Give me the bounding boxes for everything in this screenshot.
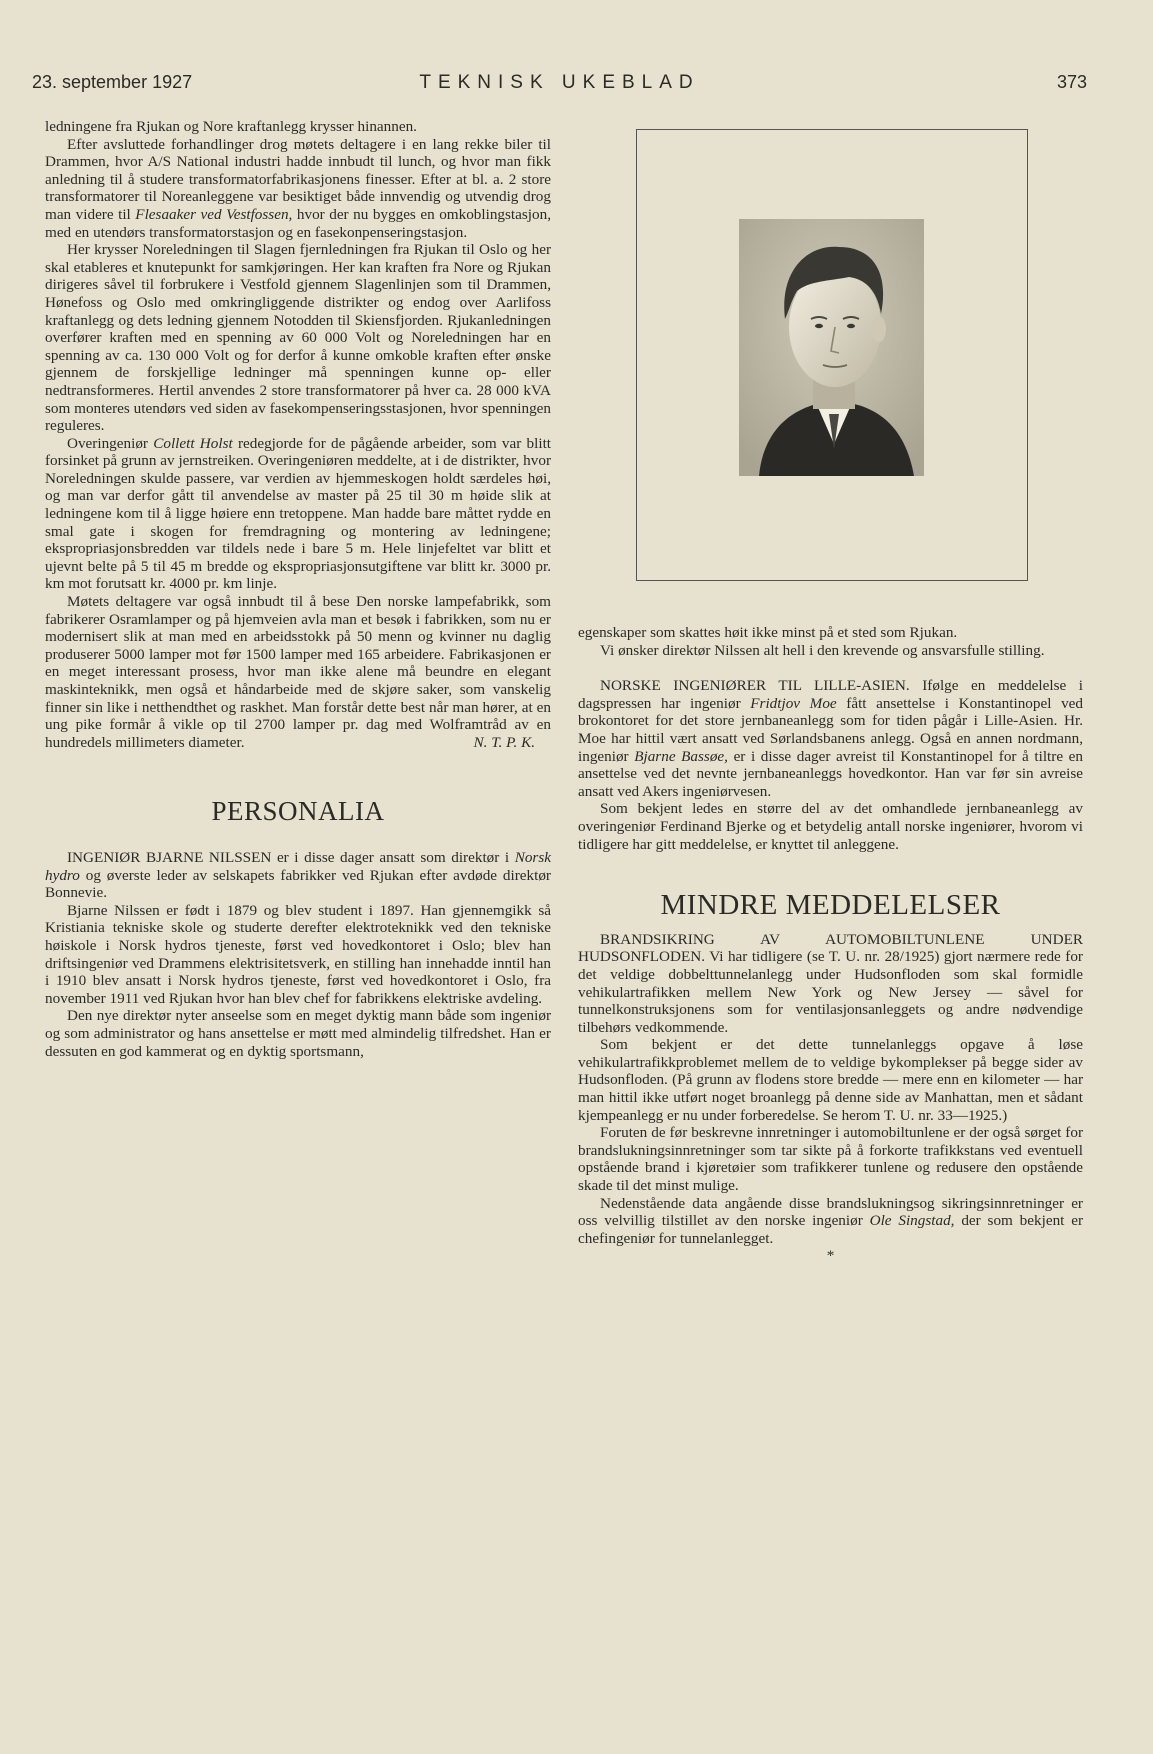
signature: N. T. P. K. — [473, 733, 535, 751]
paragraph: Som bekjent er det dette tunnelanleggs opgave å løse vehikulartrafikkproblemet mellem de to veldige bykomplekser på begge sider av Hudsonfloden. (På grunn av flodens store bredde — mere enn en kilometer — har man hittil ikke utført noget broanlegg på denne side av Manhattan, men et sådant kjempeanlegg er nu under forberedelse. Se herom T. U. nr. 33—1925.) — [578, 1036, 1083, 1124]
page-header — [32, 72, 1087, 100]
paragraph: Efter avsluttede forhandlinger drog møtets deltagere i en lang rekke biler til Drammen, hvor A/S National industri hadde innbudt til lunch, og hvor man fikk anledning til å studere transformatorfabrikasjonens finesser. Efter at bl. a. 2 store transformatorer til Noreanleggene var besiktiget både innvendig og utvendig drog man videre til Flesaaker ved Vestfossen, hvor der nu bygges en omkoblingstasjon, med en utendørs transformatorstasjon og en fasekonpenseringstasjon. — [45, 135, 551, 241]
person-name: Ole Singstad, — [869, 1212, 955, 1230]
paragraph: Møtets deltagere var også innbudt til å bese Den norske lampefabrikk, som fabrikerer Osramlamper og på hjemveien avla man et besøk i fabrikken, som nu er modernisert slik at man med en arbeidsstokk på 50 menn og kvinner nu daglig produserer 5000 lamper mot før 1500 lamper med 165 arbeidere. Fabrikasjonen er en meget interessant prosess, hvor man ikke alene må beundre en elegant maskinteknikk, men også et håndarbeide med de skjøre saker, som vanskelig finner sin like i netthendthet og raskhet. Man forstår dette best når man hører, at en ung pike formår å vikle op til 2700 lamper pr. dag med Wolframtråd av en hundredels millimeters diameter. — [45, 593, 551, 751]
place-name: Flesaaker ved Vestfossen, — [135, 205, 293, 223]
issue-date: 23. september 1927 — [32, 72, 193, 92]
paragraph: Nedenstående data angående disse brandslukningsog sikringsinnretninger er oss velvillig tilstillet av den norske ingeniør Ole Singstad, der som bekjent er chefingeniør for tunnelanlegget. — [578, 1194, 1084, 1247]
paragraph: INGENIØR BJARNE NILSSEN er i disse dager ansatt som direktør i Norsk hydro og øverste leder av selskapets fabrikker ved Rjukan efter avdøde direktør Bonnevie. — [45, 848, 551, 902]
person-name: Bjarne Bassøe, — [634, 747, 728, 765]
photo-frame — [636, 129, 1028, 581]
portrait-icon — [739, 219, 924, 476]
paragraph: egenskaper som skattes høit ikke minst på et sted som Rjukan. — [578, 624, 958, 641]
paragraph: NORSKE INGENIØRER TIL LILLE-ASIEN. Ifølge en meddelelse i dagspressen har ingeniør Fridtjov Moe fått ansettelse i Konstantinopel ved brokontoret for det store jernbaneanlegg som for tiden pågår i Lille-Asien. Hr. Moe har hittil vært ansatt ved Sørlandsbanens anlegg. Også en annen nordmann, ingeniør Bjarne Bassøe, er i disse dager avreist til Konstantinopel for å tiltre en ansettelse ved det nevnte jernbaneanleggs hovedkontor. Han var før sin avreise ansatt ved Akers ingeniørvesen. — [578, 677, 1083, 800]
page-number: 373 — [1056, 72, 1087, 92]
paragraph: Vi ønsker direktør Nilssen alt hell i den krevende og ansvarsfulle stilling. — [600, 641, 1045, 659]
paragraph: Overingeniør Collett Holst redegjorde for de pågående arbeider, som var blitt forsinket på grunn av jernstreiken. Overingeniøren meddelte, at i de distrikter, hvor Noreledningen skulde passere, var verdien av hjemmeskogen holdt særdeles høi, og man var derfor gått til anvendelse av master på 25 til 30 m høide slik at ledningene kom til å ligge høiere enn tretoppene. Man hadde bare måttet rydde en smal gate i skogen for fremdragning og montering av ledningene; ekspropriasjonsbredden var tildels nede i bare 5 m. Hele linjefeltet var blitt et ujevnt belte på 5 til 45 m bredde og ekspropriasjonsutgiftene var blitt kr. 3000 pr. km mot forutsatt kr. 4000 pr. km linje. — [45, 434, 552, 593]
left-column — [45, 118, 551, 1060]
person-name: Collett Holst — [153, 434, 233, 452]
separator-star: * — [826, 1247, 835, 1265]
paragraph: ledningene fra Rjukan og Nore kraftanlegg krysser hinannen. — [45, 118, 417, 135]
paragraph: Bjarne Nilssen er født i 1879 og blev student i 1897. Han gjennemgikk så Kristiania tekniske skole og studerte derefter elektroteknikk ved den tekniske høiskole i Norsk hydros tjeneste, først ved hovedkontoret i Oslo; blev han driftsingeniør ved Drammens elektrisitetsverk, en stilling han innehadde inntil han i 1910 blev ansatt i Norsk hydros tjeneste, først ved hovedkontoret i Oslo, fra november 1911 ved Rjukan hvor han blev chef for fabrikkens elektriske avdeling. — [45, 901, 551, 1007]
person-name: Fridtjov Moe — [750, 694, 837, 712]
right-column — [578, 624, 1083, 1265]
paragraph: Foruten de før beskrevne innretninger i automobiltunlene er der også sørget for brandslukningsinnretninger som tar sikte på å forkorte trafikkstans ved eventuell opstående brand i kjøretøier som trafikkerer tunlene og redusere den opstående skade til det minst mulige. — [578, 1124, 1083, 1195]
section-title-personalia: PERSONALIA — [211, 796, 385, 827]
company-name: Norsk hydro — [45, 848, 551, 884]
paragraph: Den nye direktør nyter anseelse som en meget dyktig mann både som ingeniør og som administrator og hans ansettelse er møtt med almindelig tilfredshet. Han er dessuten en god kammerat og en dyktig sportsmann, — [45, 1007, 551, 1060]
journal-title: TEKNISK UKEBLAD — [419, 72, 700, 93]
paragraph: Her krysser Noreledningen til Slagen fjernledningen fra Rjukan til Oslo og her skal etableres et knutepunkt for samkjøringen. Her kan kraften fra Nore og Rjukan dirigeres såvel til forbrukere i Vestfold gjennem Slagenlinjen som til Drammen, Hønefoss og Oslo med omkringliggende distrikter og endog over Aarlifoss kraftanlegg og dets ledning gjennem Notodden til Skiensfjorden. Rjukanledningen overfører kraften med en spenning av 60 000 Volt og Noreledningen har en spenning av ca. 130 000 Volt og for derfor å kunne omkoble kraften efter ønske gjennem de forskjellige ledninger må spenningen kunne op- eller nedtransformeres. Hertil anvendes 2 store transformatorer på hver ca. 28 000 kVA som monteres utendørs ved siden av fasekompenseringsstasjonen, hvor spenningen reguleres. — [45, 241, 551, 435]
section-title-mindre-meddelelser: MINDRE MEDDELELSER — [660, 889, 1001, 922]
paragraph: Som bekjent ledes en større del av det omhandlede jernbaneanlegg av overingeniør Ferdinand Bjerke og et betydelig antall norske ingeniører, hvorom vi tidligere har gitt meddelelse, er knyttet til anleggene. — [578, 800, 1083, 853]
paragraph: BRANDSIKRING AV AUTOMOBILTUNLENE UNDER HUDSONFLODEN. Vi har tidligere (se T. U. nr. 28/1925) gjort nærmere rede for det veldige dobbelttunnelanlegg under Hudsonfloden som skal formidle vehikulartrafikken mellem New York og New Jersey — såvel for tunnelkonstruksjonens som for ventilasjonsanleggets og andre nødvendige tilbehørs vedkommende. — [578, 930, 1083, 1036]
